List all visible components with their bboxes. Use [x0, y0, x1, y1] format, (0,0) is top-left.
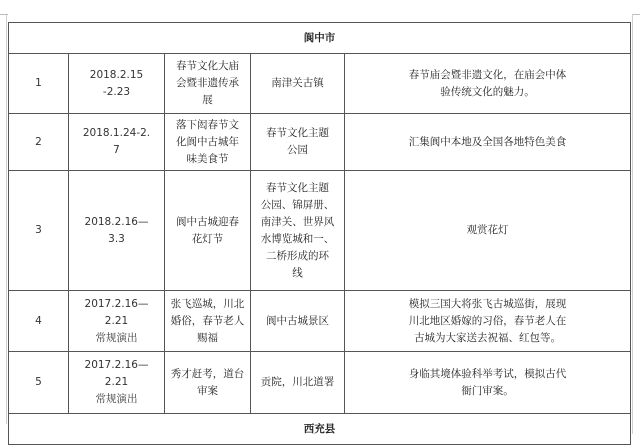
event-name-line: 春节文化大庙: [176, 60, 239, 72]
event-name-line: 化阆中古城年: [176, 135, 239, 148]
event-venue-line: 阆中古城景区: [266, 314, 329, 327]
event-name-line: 花灯节: [191, 232, 224, 245]
event-name-line: 阆中古城迎春: [176, 215, 239, 228]
event-description: [345, 114, 631, 171]
event-description-line: 古城为大家送去祝福、红包等。: [414, 331, 562, 344]
event-date-line: 7: [113, 144, 120, 156]
event-venue-line: 公园: [287, 144, 308, 156]
row-number: 2: [9, 114, 69, 171]
event-name-line: 落下闳春节文: [176, 118, 239, 131]
event-description-line: 川北地区婚嫁的习俗，春节老人在: [408, 314, 567, 327]
event-name-line: 审案: [197, 384, 218, 397]
event-date: [69, 114, 165, 171]
event-description-line: 衙门审案。: [461, 384, 514, 397]
event-date-line: -2.23: [102, 85, 131, 98]
event-name: [165, 171, 251, 291]
event-venue: [251, 114, 345, 171]
event-description-line: 春节庙会暨非遗文化，在庙会中体: [408, 68, 567, 81]
event-name: [165, 54, 251, 114]
event-date-line: 2.21: [104, 376, 129, 388]
event-description: [345, 54, 631, 114]
event-date: [69, 291, 165, 352]
event-description: [345, 291, 631, 352]
event-row: [9, 54, 631, 114]
event-name-line: 婚俗，春节老人: [170, 314, 245, 327]
section-title-xichong: 西充县: [9, 414, 631, 445]
event-venue-line: 春节文化主题: [266, 181, 329, 194]
event-venue: [251, 171, 345, 291]
event-description-line: 模拟三国大将张飞古城巡街，展现: [408, 297, 567, 310]
event-date-line: 2017.2.16—: [84, 359, 149, 371]
page-crop-mark-left: [0, 14, 7, 424]
event-row: [9, 171, 631, 291]
event-venue: [251, 352, 345, 414]
event-description-line: 身临其境体验科举考试，模拟古代: [408, 367, 567, 380]
event-date-line: 常规演出: [95, 393, 138, 405]
event-venue-line: 水博览城和一、: [260, 232, 335, 245]
event-name-line: 展: [202, 94, 213, 106]
event-row: [9, 352, 631, 414]
section-header-row: [9, 414, 631, 445]
row-number: 1: [9, 54, 69, 114]
event-name-line: 会暨非遗传承: [176, 77, 239, 89]
event-date: [69, 352, 165, 414]
page-corner-mark-left: [0, 14, 8, 15]
section-header-row: [9, 23, 631, 54]
event-name-line: 赐福: [197, 331, 218, 344]
event-venue-line: 贡院，川北道署: [260, 376, 335, 388]
event-venue-line: 南津关、世界风: [260, 215, 335, 228]
event-row: [9, 291, 631, 352]
event-venue-line: 二桥形成的环: [266, 249, 329, 262]
event-date-line: 2018.1.24-2.: [82, 127, 151, 139]
event-date-line: 3.3: [108, 232, 125, 245]
event-venue: [251, 54, 345, 114]
event-date: [69, 54, 165, 114]
section-title-langzhong: 阆中市: [9, 23, 631, 54]
event-name: [165, 352, 251, 414]
event-description: [345, 352, 631, 414]
event-name-line: 味美食节: [186, 152, 229, 165]
event-schedule-table: [8, 22, 631, 445]
event-date: [69, 171, 165, 291]
event-venue-line: 公园、锦屏册、: [260, 198, 335, 211]
event-description-line: 观赏花灯: [466, 224, 509, 236]
event-venue-line: 线: [292, 266, 303, 279]
event-schedule-body: [9, 23, 631, 445]
event-date-line: 2018.2.16—: [84, 215, 149, 228]
event-name-line: 张飞巡城，川北: [170, 297, 245, 310]
page-crop-mark-right: [632, 14, 640, 434]
event-date-line: 2018.2.15: [89, 68, 144, 81]
event-description-line: 验传统文化的魅力。: [440, 85, 535, 98]
event-row: [9, 114, 631, 171]
event-name: [165, 291, 251, 352]
row-number: 5: [9, 352, 69, 414]
event-date-line: 2017.2.16—: [84, 297, 149, 310]
event-name-line: 秀才赶考，道台: [170, 367, 245, 380]
row-number: 3: [9, 171, 69, 291]
event-name: [165, 114, 251, 171]
event-description: [345, 171, 631, 291]
event-venue-line: 南津关古镇: [271, 77, 324, 89]
event-venue: [251, 291, 345, 352]
row-number: 4: [9, 291, 69, 352]
event-date-line: 常规演出: [95, 331, 138, 344]
event-date-line: 2.21: [104, 314, 129, 327]
event-description-line: 汇集阆中本地及全国各地特色美食: [408, 135, 567, 148]
event-venue-line: 春节文化主题: [266, 127, 329, 139]
